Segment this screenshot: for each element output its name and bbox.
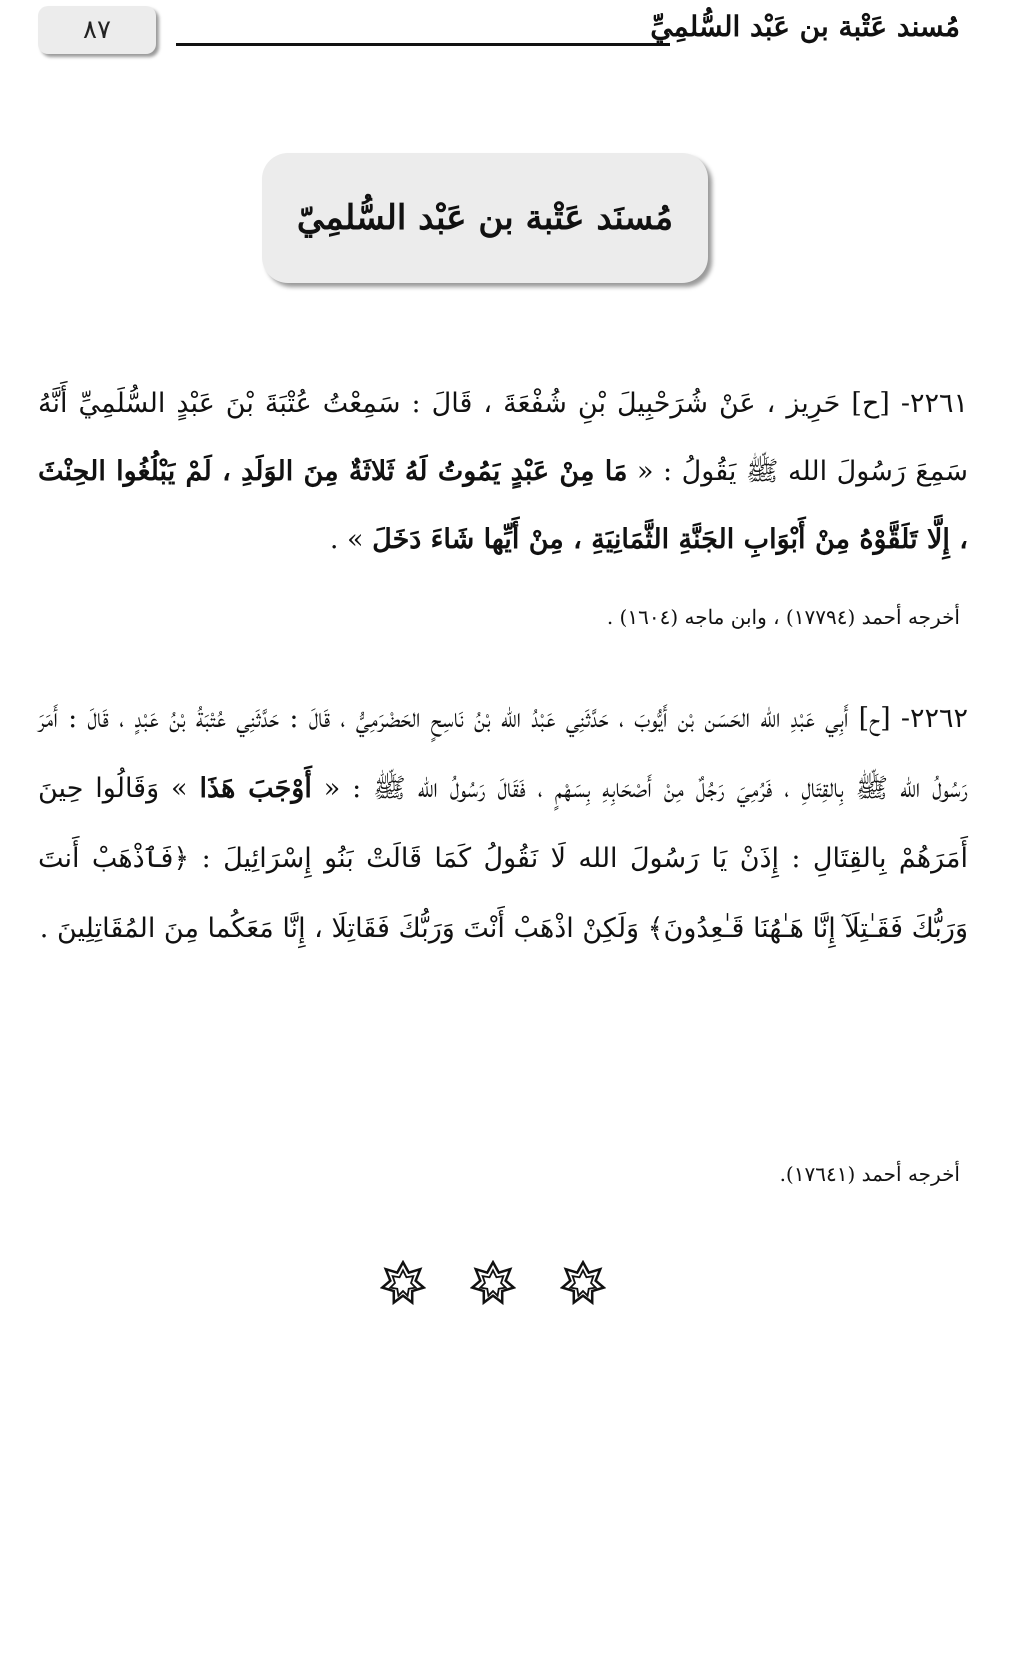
- hadith-2262: [38, 684, 968, 964]
- section-end-ornaments: [380, 1258, 606, 1308]
- takhrij-2262: أخرجه أحمد (١٧٦٤١).: [779, 1162, 960, 1186]
- hadith-2261-end: » .: [329, 524, 364, 555]
- star-ornament-icon: [560, 1260, 606, 1306]
- hadith-2261-matn: مَا مِنْ عَبْدٍ يَمُوتُ لَهُ ثَلاثَةٌ مِنَ الوَلَدِ ، لَمْ يَبْلُغُوا الحِنْثَ ، إِلَّا تَلَقَّوْهُ مِنْ أَبْوَابِ الجَنَّةِ الثَّمَانِيَةِ ، مِنْ أَيِّها شَاءَ دَخَلَ: [38, 456, 968, 555]
- hadith-2261: [38, 370, 968, 574]
- running-title: مُسند عَتْبة بن عَبْد السُّلمِيِّ: [650, 10, 960, 43]
- page-number: ٨٧: [38, 6, 156, 54]
- hadith-2262-rest: » وَقَالُوا حِينَ أَمَرَهُمْ بِالقِتَالِ : إِذَنْ يَا رَسُولَ الله لَا نَقُولُ كَمَا قَالَتْ بَنُو إِسْرَائِيلَ : ﴿فَٱذْهَبْ أَنتَ وَرَبُّكَ فَقَـٰتِلَآ إِنَّا هَـٰهُنَا قَـٰعِدُونَ﴾ وَلَكِنْ اذْهَبْ أَنْتَ وَرَبُّكَ فَقَاتِلَا ، إِنَّا مَعَكُما مِنَ المُقَاتِلِينَ .: [38, 773, 968, 944]
- star-ornament-icon: [470, 1260, 516, 1306]
- hadith-2262-matn: أَوْجَبَ هَذَا: [199, 773, 312, 804]
- section-title: مُسنَد عَتْبة بن عَبْد السُّلمِيّ: [296, 198, 674, 238]
- star-ornament-icon: [380, 1260, 426, 1306]
- takhrij-2261: أخرجه أحمد (١٧٧٩٤) ، وابن ماجه (١٦٠٤) .: [606, 605, 960, 629]
- section-title-box: [262, 153, 708, 283]
- hadith-2262-isnad: ٢٢٦٢- [ح] أَبِي عَبْدِ الله الحَسَن بْن أَيُّوبَ ، حَدَّثَنِي عَبْدُ الله بْنُ نَاسِحٍ الحَضْرَمِيُّ ، قَالَ : حَدَّثَنِي عُتْبَةُ بْنُ عَبْدٍ ، قَالَ : أَمَرَ رَسُولُ الله ﷺ بِالقِتَالِ ، فَرُمِيَ رَجُلٌ مِنْ أَصْحَابِهِ بِسَهْمٍ ، فَقَالَ رَسُولُ الله ﷺ : «: [38, 703, 968, 804]
- page-header: [0, 0, 1010, 70]
- hadith-2261-isnad: ٢٢٦١- [ح] حَرِيز ، عَنْ شُرَحْبِيلَ بْنِ شُفْعَةَ ، قَالَ : سَمِعْتُ عُتْبَةَ بْنَ عَبْدٍ السُّلَمِيِّ أَنَّهُ سَمِعَ رَسُولَ الله ﷺ يَقُولُ : «: [38, 388, 968, 487]
- header-rule: [176, 43, 670, 46]
